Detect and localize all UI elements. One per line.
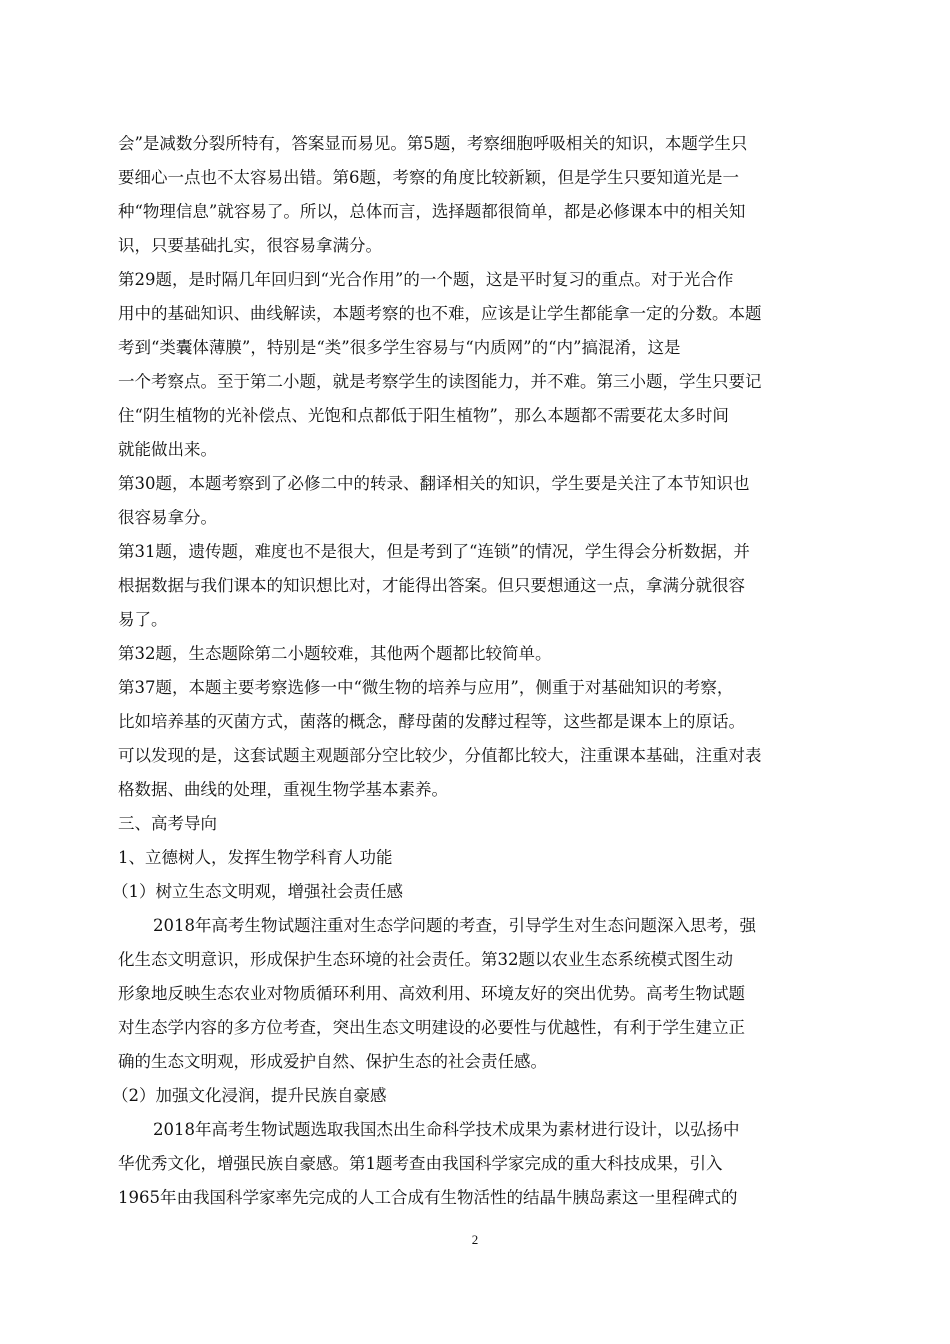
text-line: 第32题，生态题除第二小题较难，其他两个题都比较简单。 xyxy=(118,644,552,663)
text-line: 2018年高考生物试题选取我国杰出生命科学技术成果为素材进行设计，以弘扬中 xyxy=(153,1120,740,1139)
text-line: 2018年高考生物试题注重对生态学问题的考查，引导学生对生态问题深入思考，强 xyxy=(153,916,756,935)
paragraph-q37 xyxy=(118,671,832,807)
text-line: 华优秀文化，增强民族自豪感。第1题考查由我国科学家完成的重大科技成果，引入 xyxy=(118,1154,723,1173)
text-line: 对生态学内容的多方位考查，突出生态文明建设的必要性与优越性，有利于学生建立正 xyxy=(118,1018,745,1037)
paragraph-intro xyxy=(118,127,832,263)
text-line: 形象地反映生态农业对物质循环利用、高效利用、环境友好的突出优势。高考生物试题 xyxy=(118,984,745,1003)
subsection-heading: 1、立德树人，发挥生物学科育人功能 xyxy=(118,848,393,867)
paragraph-q31 xyxy=(118,535,832,637)
text-line: 住“阴生植物的光补偿点、光饱和点都低于阳生植物”，那么本题都不需要花太多时间 xyxy=(118,406,729,425)
document-body xyxy=(112,127,832,1215)
paragraph-ecology xyxy=(118,909,832,1079)
text-line: 确的生态文明观，形成爱护自然、保护生态的社会责任感。 xyxy=(118,1052,547,1071)
paragraph-culture xyxy=(118,1113,832,1215)
paragraph-q30 xyxy=(118,467,832,535)
text-line: 第37题，本题主要考察选修一中“微生物的培养与应用”，侧重于对基础知识的考察， xyxy=(118,678,734,697)
paragraph-q32 xyxy=(118,637,832,671)
text-line: 第29题，是时隔几年回归到“光合作用”的一个题，这是平时复习的重点。对于光合作 xyxy=(118,270,734,289)
text-line: 会”是减数分裂所特有，答案显而易见。第5题，考察细胞呼吸相关的知识，本题学生只 xyxy=(118,134,748,153)
text-line: 1965年由我国科学家率先完成的人工合成有生物活性的结晶牛胰岛素这一里程碑式的 xyxy=(118,1188,738,1207)
text-line: 识，只要基础扎实，很容易拿满分。 xyxy=(118,236,382,255)
text-line: 一个考察点。至于第二小题，就是考察学生的读图能力，并不难。第三小题，学生只要记 xyxy=(118,372,762,391)
text-line: 第30题，本题考察到了必修二中的转录、翻译相关的知识，学生要是关注了本节知识也 xyxy=(118,474,750,493)
text-line: 可以发现的是，这套试题主观题部分空比较少，分值都比较大，注重课本基础，注重对表 xyxy=(118,746,762,765)
text-line: 易了。 xyxy=(118,610,168,629)
text-line: 化生态文明意识，形成保护生态环境的社会责任。第32题以农业生态系统模式图生动 xyxy=(118,950,733,969)
text-line: 就能做出来。 xyxy=(118,440,217,459)
paragraph-q29 xyxy=(118,263,832,467)
text-line: 考到“类囊体薄膜”，特别是“类”很多学生容易与“内质网”的“内”搞混淆，这是 xyxy=(118,338,681,357)
text-line: 用中的基础知识、曲线解读，本题考察的也不难，应该是让学生都能拿一定的分数。本题 xyxy=(118,304,762,323)
text-line: 很容易拿分。 xyxy=(118,508,217,527)
text-line: 格数据、曲线的处理，重视生物学基本素养。 xyxy=(118,780,448,799)
text-line: 要细心一点也不太容易出错。第6题，考察的角度比较新颖，但是学生只要知道光是一 xyxy=(118,168,739,187)
page-number: 2 xyxy=(471,1232,479,1247)
text-line: 比如培养基的灭菌方式，菌落的概念，酵母菌的发酵过程等，这些都是课本上的原话。 xyxy=(118,712,745,731)
text-line: 第31题，遗传题，难度也不是很大，但是考到了“连锁”的情况，学生得会分析数据，并 xyxy=(118,542,750,561)
section-heading: 三、高考导向 xyxy=(118,814,217,833)
sub-subsection-heading: （1）树立生态文明观，增强社会责任感 xyxy=(112,882,403,901)
text-line: 根据数据与我们课本的知识想比对，才能得出答案。但只要想通这一点，拿满分就很容 xyxy=(118,576,745,595)
sub-subsection-heading: （2）加强文化浸润，提升民族自豪感 xyxy=(112,1086,387,1105)
text-line: 种“物理信息”就容易了。所以，总体而言，选择题都很简单，都是必修课本中的相关知 xyxy=(118,202,746,221)
